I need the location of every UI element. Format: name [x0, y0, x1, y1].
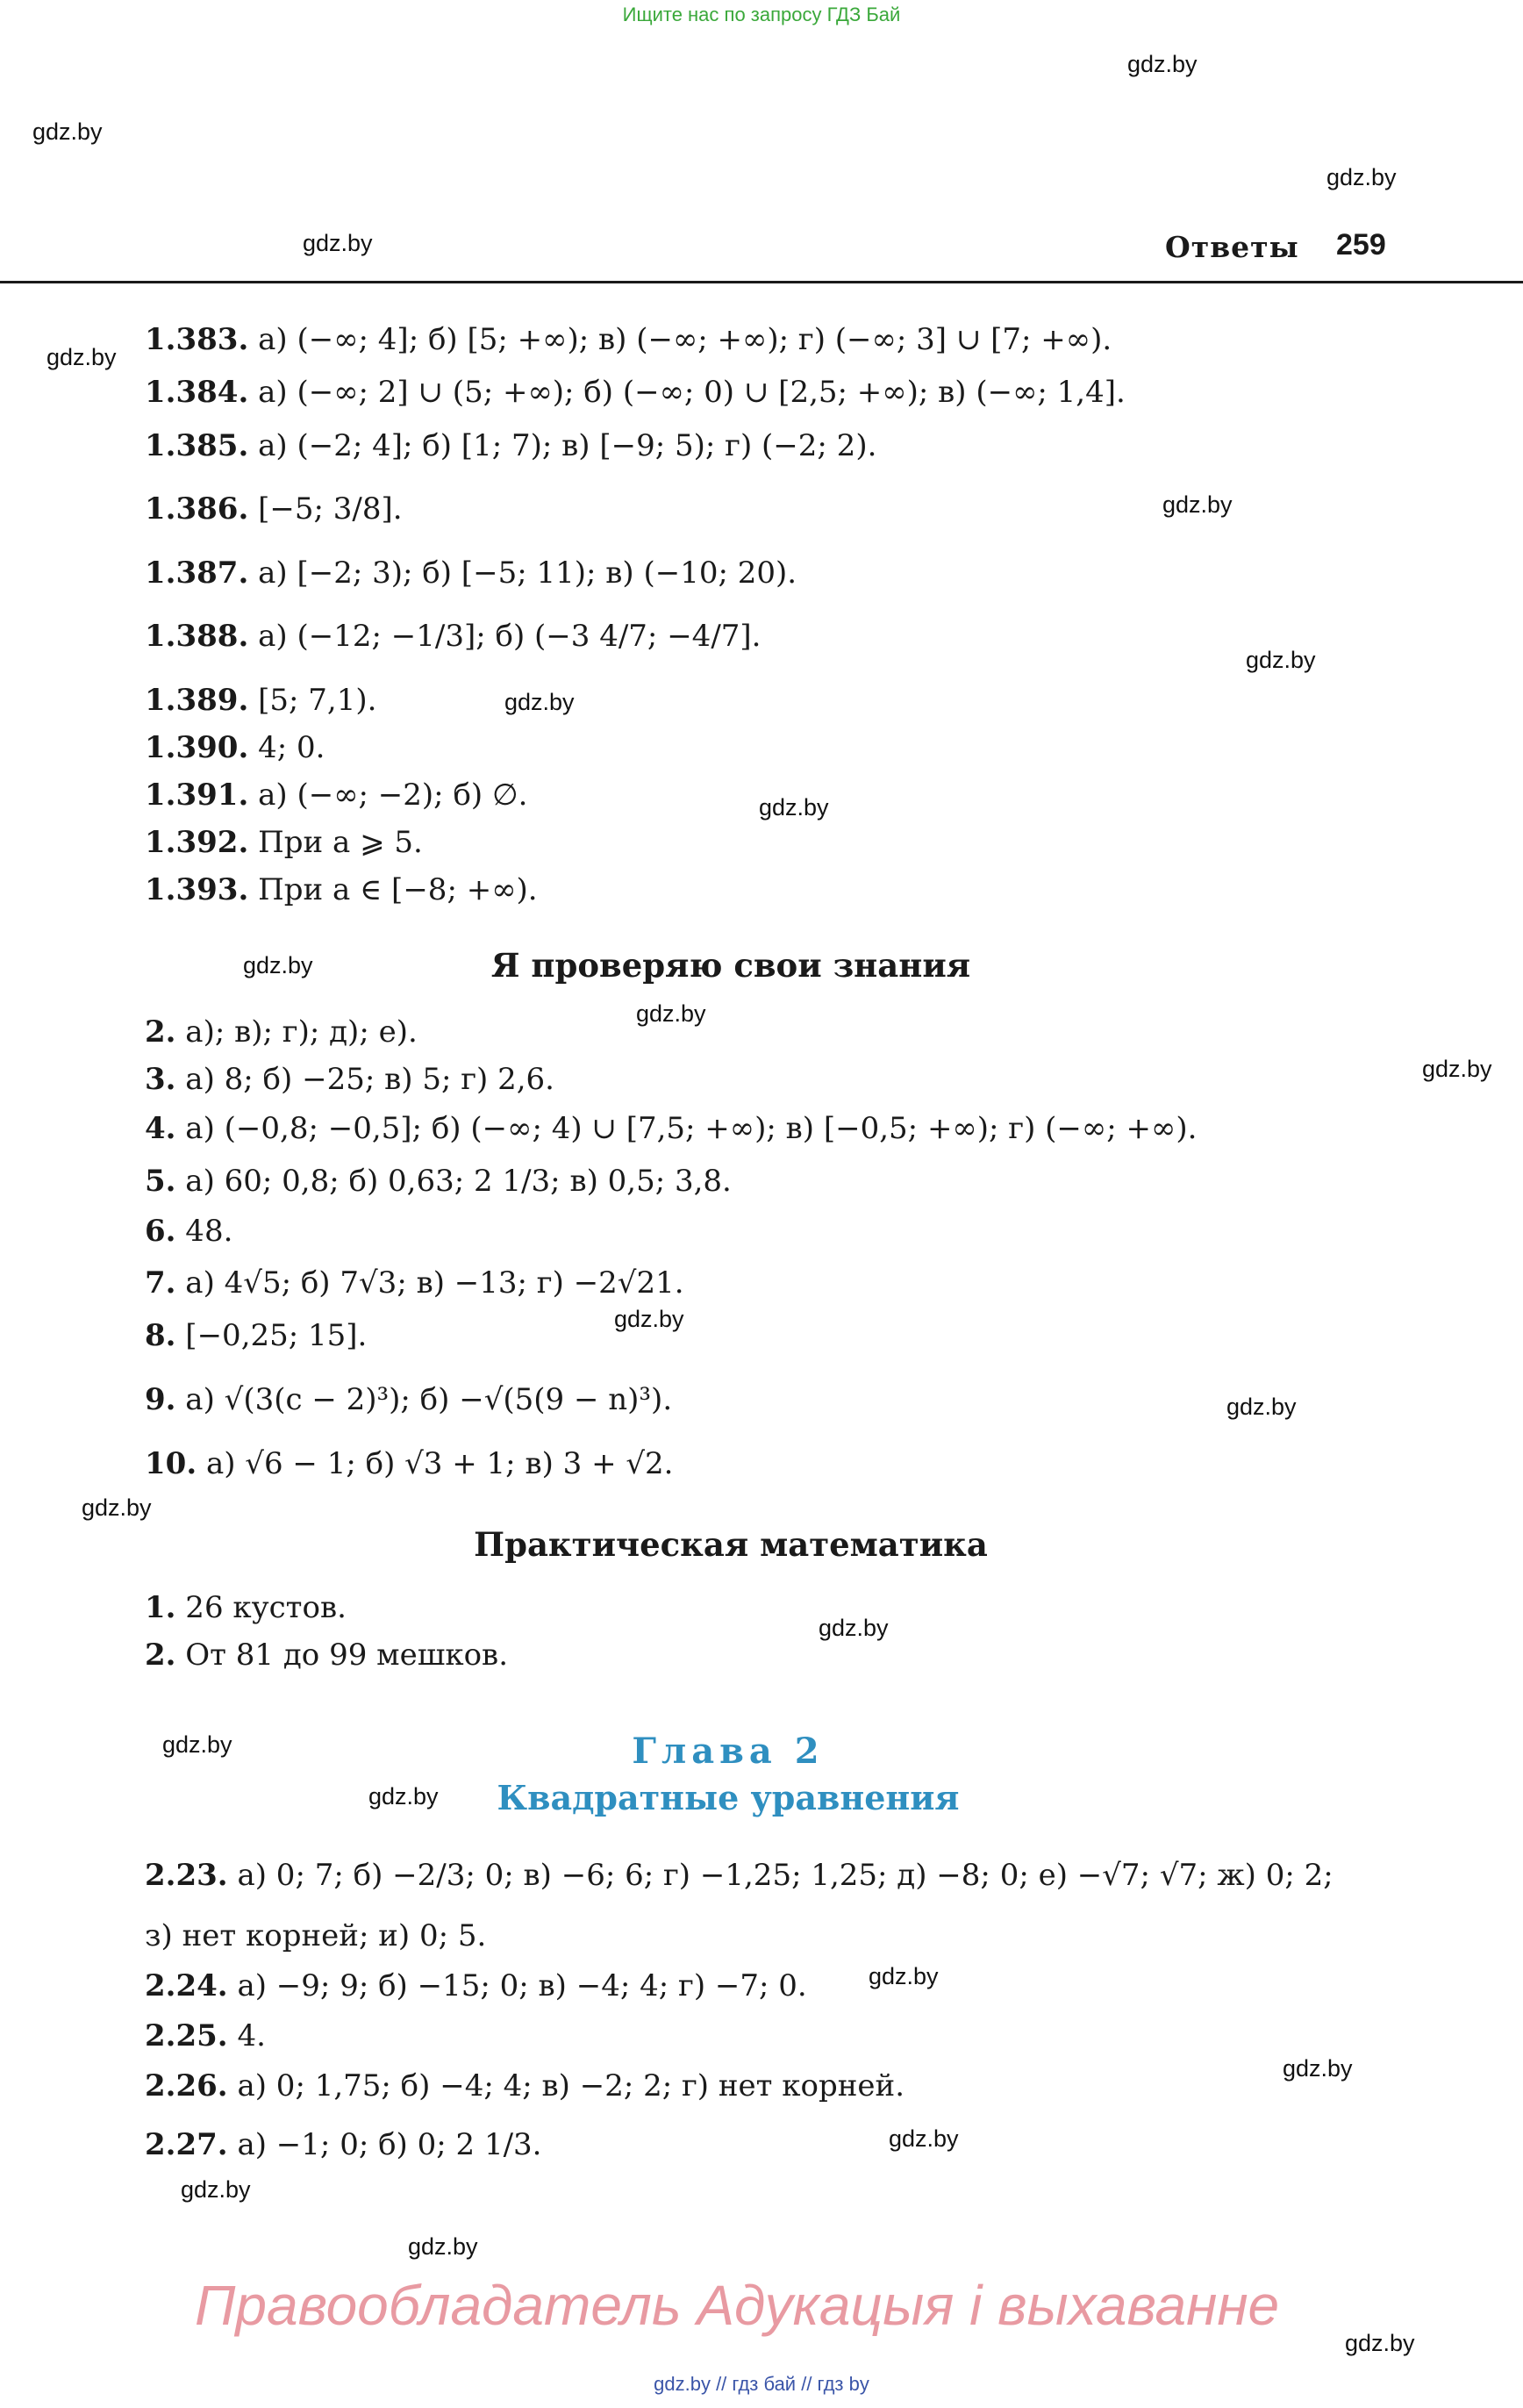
watermark: gdz.by [819, 1615, 889, 1641]
watermark: gdz.by [32, 118, 103, 145]
footer-links[interactable]: gdz.by // гдз бай // гдз by [654, 2373, 869, 2395]
watermark: gdz.by [181, 2176, 251, 2203]
answer-item: 1.385. а) (−2; 4]; б) [1; 7); в) [−9; 5); г) (−2; 2). [145, 428, 877, 463]
answer-item: 10. а) √6 − 1; б) √3 + 1; в) 3 + √2. [145, 1446, 674, 1481]
watermark: gdz.by [1246, 647, 1316, 673]
answer-item: 2.27. а) −1; 0; б) 0; 2 1/3. [145, 2127, 542, 2162]
answer-item: 2. а); в); г); д); е). [145, 1014, 418, 1050]
watermark: gdz.by [504, 689, 575, 715]
copyright-watermark: Правообладатель Адукацыя і выхаванне [195, 2274, 1280, 2337]
watermark: gdz.by [303, 230, 373, 256]
answer-item: 2.25. 4. [145, 2018, 266, 2053]
answer-item: 1.384. а) (−∞; 2] ∪ (5; +∞); б) (−∞; 0) ∪ [2,5; +∞); в) (−∞; 1,4]. [145, 375, 1126, 410]
answer-item: 5. а) 60; 0,8; б) 0,63; 2 1/3; в) 0,5; 3,8. [145, 1164, 732, 1199]
watermark: gdz.by [1127, 51, 1198, 77]
answer-item: 6. 48. [145, 1214, 233, 1249]
answer-item: 2.24. а) −9; 9; б) −15; 0; в) −4; 4; г) −7; 0. [145, 1968, 807, 2003]
watermark: gdz.by [1345, 2330, 1415, 2356]
watermark: gdz.by [1162, 491, 1233, 518]
page-number: 259 [1336, 228, 1386, 262]
watermark: gdz.by [162, 1731, 232, 1758]
answer-item: 1.391. а) (−∞; −2); б) ∅. [145, 778, 528, 813]
chapter-label: Глава 2 [632, 1731, 825, 1772]
answer-item: 2. От 81 до 99 мешков. [145, 1638, 508, 1673]
answer-item: 7. а) 4√5; б) 7√3; в) −13; г) −2√21. [145, 1265, 684, 1301]
watermark: gdz.by [636, 1000, 706, 1027]
watermark: gdz.by [46, 344, 117, 370]
watermark: gdz.by [1283, 2055, 1353, 2082]
watermark: gdz.by [1422, 1056, 1492, 1082]
answer-item: 1.390. 4; 0. [145, 730, 325, 765]
answer-item: 1.387. а) [−2; 3); б) [−5; 11); в) (−10; 20). [145, 555, 797, 591]
answer-item: 2.23. а) 0; 7; б) −2/3; 0; в) −6; 6; г) −1,25; 1,25; д) −8; 0; е) −√7; √7; ж) 0; 2; [145, 1858, 1334, 1893]
header-rule [0, 281, 1523, 283]
answer-item: 4. а) (−0,8; −0,5]; б) (−∞; 4) ∪ [7,5; +∞); в) [−0,5; +∞); г) (−∞; +∞). [145, 1111, 1198, 1146]
answer-item: 9. а) √(3(c − 2)³); б) −√(5(9 − n)³). [145, 1382, 673, 1417]
answer-item: 1.392. При a ⩾ 5. [145, 825, 423, 860]
watermark: gdz.by [1326, 164, 1397, 190]
watermark: gdz.by [82, 1494, 152, 1521]
answer-item: 3. а) 8; б) −25; в) 5; г) 2,6. [145, 1062, 554, 1097]
answer-item: 1.388. а) (−12; −1/3]; б) (−3 4/7; −4/7]. [145, 619, 762, 654]
answer-item: 2.26. а) 0; 1,75; б) −4; 4; в) −2; 2; г) нет корней. [145, 2068, 905, 2103]
watermark: gdz.by [368, 1783, 439, 1810]
answer-item: 1.389. [5; 7,1). [145, 683, 377, 718]
watermark: gdz.by [869, 1963, 939, 1989]
top-banner[interactable]: Ищите нас по запросу ГДЗ Бай [622, 4, 901, 25]
section-title: Практическая математика [474, 1525, 988, 1564]
watermark: gdz.by [408, 2233, 478, 2260]
watermark: gdz.by [1226, 1394, 1297, 1420]
answer-item: 1. 26 кустов. [145, 1590, 347, 1625]
answer-item: 1.393. При a ∈ [−8; +∞). [145, 872, 538, 907]
watermark: gdz.by [243, 952, 313, 978]
answer-item: 8. [−0,25; 15]. [145, 1318, 368, 1353]
watermark: gdz.by [614, 1306, 684, 1332]
section-title: Я проверяю свои знания [490, 946, 971, 985]
chapter-title: Квадратные уравнения [497, 1778, 960, 1817]
watermark: gdz.by [889, 2125, 959, 2152]
answer-item: 1.386. [−5; 3/8]. [145, 491, 403, 527]
answer-item-continuation: з) нет корней; и) 0; 5. [145, 1918, 487, 1953]
answer-item: 1.383. а) (−∞; 4]; б) [5; +∞); в) (−∞; +∞); г) (−∞; 3] ∪ [7; +∞). [145, 322, 1112, 357]
running-header-title: Ответы [1165, 230, 1299, 264]
watermark: gdz.by [759, 794, 829, 821]
